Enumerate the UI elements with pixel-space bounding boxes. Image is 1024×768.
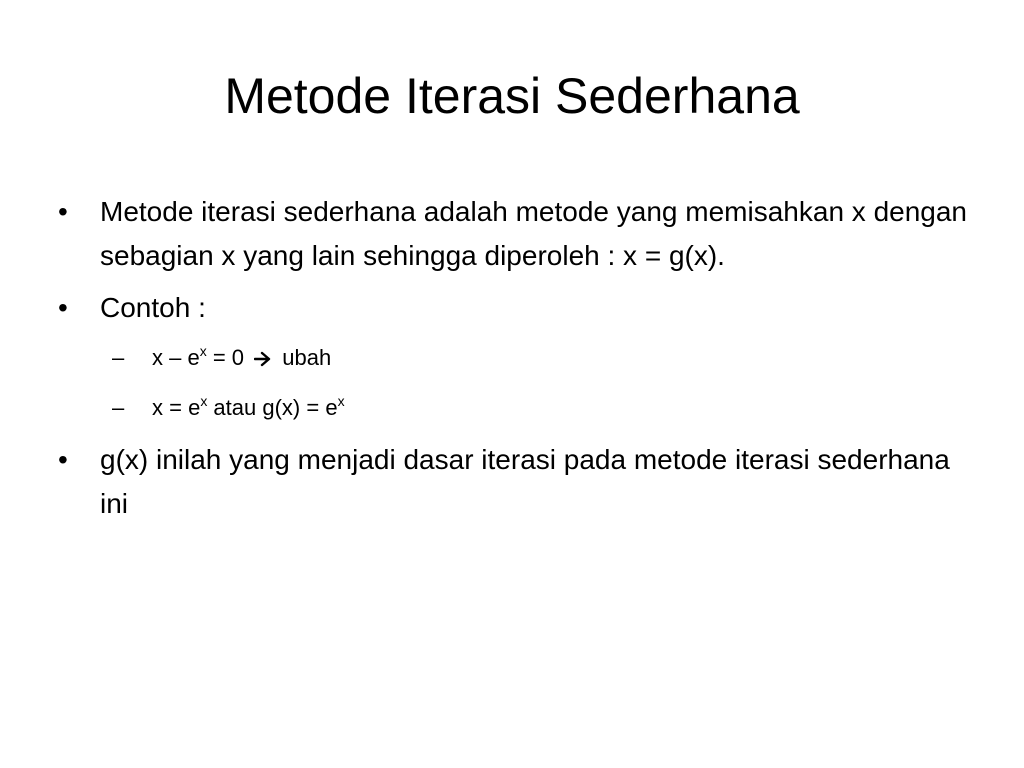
equation-part: = 0 <box>206 345 245 370</box>
bullet-marker: • <box>58 292 68 323</box>
bullet-item-definition <box>58 190 978 278</box>
superscript: x <box>200 393 208 409</box>
bullet-text: g(x) inilah yang menjadi dasar iterasi pada metode iterasi sederhana ini <box>100 444 950 519</box>
bullet-item-example <box>58 286 978 330</box>
equation-part: x – e <box>152 345 200 370</box>
arrow-right-icon <box>254 340 272 380</box>
superscript: x <box>199 343 207 359</box>
sub-bullet-equation-1 <box>58 338 978 380</box>
bullet-text: Contoh : <box>100 292 206 323</box>
slide-title: Metode Iterasi Sederhana <box>224 68 800 124</box>
sub-bullet-marker: – <box>112 345 125 370</box>
sub-bullet-marker: – <box>112 395 125 420</box>
equation-part: ubah <box>276 345 332 370</box>
bullet-marker: • <box>58 444 68 475</box>
bullet-item-conclusion <box>58 438 978 526</box>
slide-content <box>58 190 978 534</box>
bullet-text: Metode iterasi sederhana adalah metode yang memisahkan x dengan sebagian x yang lain sehingga diperoleh : x = g(x). <box>100 196 968 271</box>
equation-part: atau g(x) = e <box>207 395 338 420</box>
superscript: x <box>337 393 345 409</box>
bullet-marker: • <box>58 196 68 227</box>
sub-bullet-equation-2 <box>58 388 978 428</box>
example-sub-list <box>58 338 978 428</box>
equation-part: x = e <box>152 395 201 420</box>
